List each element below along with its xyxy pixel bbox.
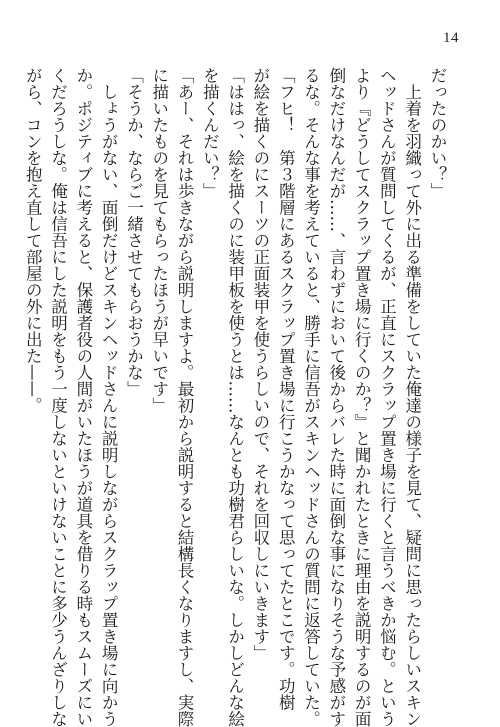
text-line: 「フヒ！ 第３階層にあるスクラップ置き場に行こうかなって思ってたとこです。功樹 xyxy=(276,67,296,711)
text-line: が絵を描くのにスーツの正面装甲を使うらしいので、それを回収しにいきます」 xyxy=(250,67,270,661)
text-line: 「あー、それは歩きながら説明しますよ。最初から説明すると結構長くなりますし、実際 xyxy=(175,67,195,727)
text-line: くだろうしな。俺は信吾にした説明をもう一度しないといけないことに多少うんざりしな xyxy=(48,67,68,727)
text-line: しょうがない、面倒だけどスキンヘッドさんに説明しながらスクラップ置き場に向かう xyxy=(99,67,119,727)
text-line: 「ははっ、絵を描くのに装甲板を使うとは……なんとも功樹君らしいな。しかしどんな絵 xyxy=(225,67,245,727)
page-number: 14 xyxy=(443,30,459,46)
text-line: を描くんだい？」 xyxy=(200,67,220,199)
text-line: か。ポジティブに考えると、保護者役の人間がいたほうが道具を借りる時もスムーズにい xyxy=(73,67,93,727)
text-line: ヘッドさんが質問してくるが、正直にスクラップ置き場に行くと言うべきか悩む。という xyxy=(377,67,397,727)
text-line: 倒なだけなんだが……、言わずにおいて後からバレた時に面倒な事になりそうな予感がす xyxy=(326,67,346,727)
text-line: だったのかい？」 xyxy=(428,67,447,199)
text-line: に描いたものを見てもらったほうが早いです」 xyxy=(149,67,169,414)
text-line: るな。そんな事を考えていると、勝手に信吾がスキンヘッドさんの質問に返答していた。 xyxy=(301,67,321,727)
text-line: 「そうか、ならご一緒させてもらおうかな」 xyxy=(124,67,144,397)
body-text xyxy=(23,67,450,727)
text-line: がら、コンを抱え直して部屋の外に出た——。 xyxy=(23,67,43,414)
text-line: より『どうしてスクラップ置き場に行くのか？』と聞かれたときに理由を説明するのが面 xyxy=(352,67,372,727)
text-line: 上着を羽織って外に出る準備をしていた俺達の様子を見て、疑問に思ったらしいスキン xyxy=(402,67,422,727)
